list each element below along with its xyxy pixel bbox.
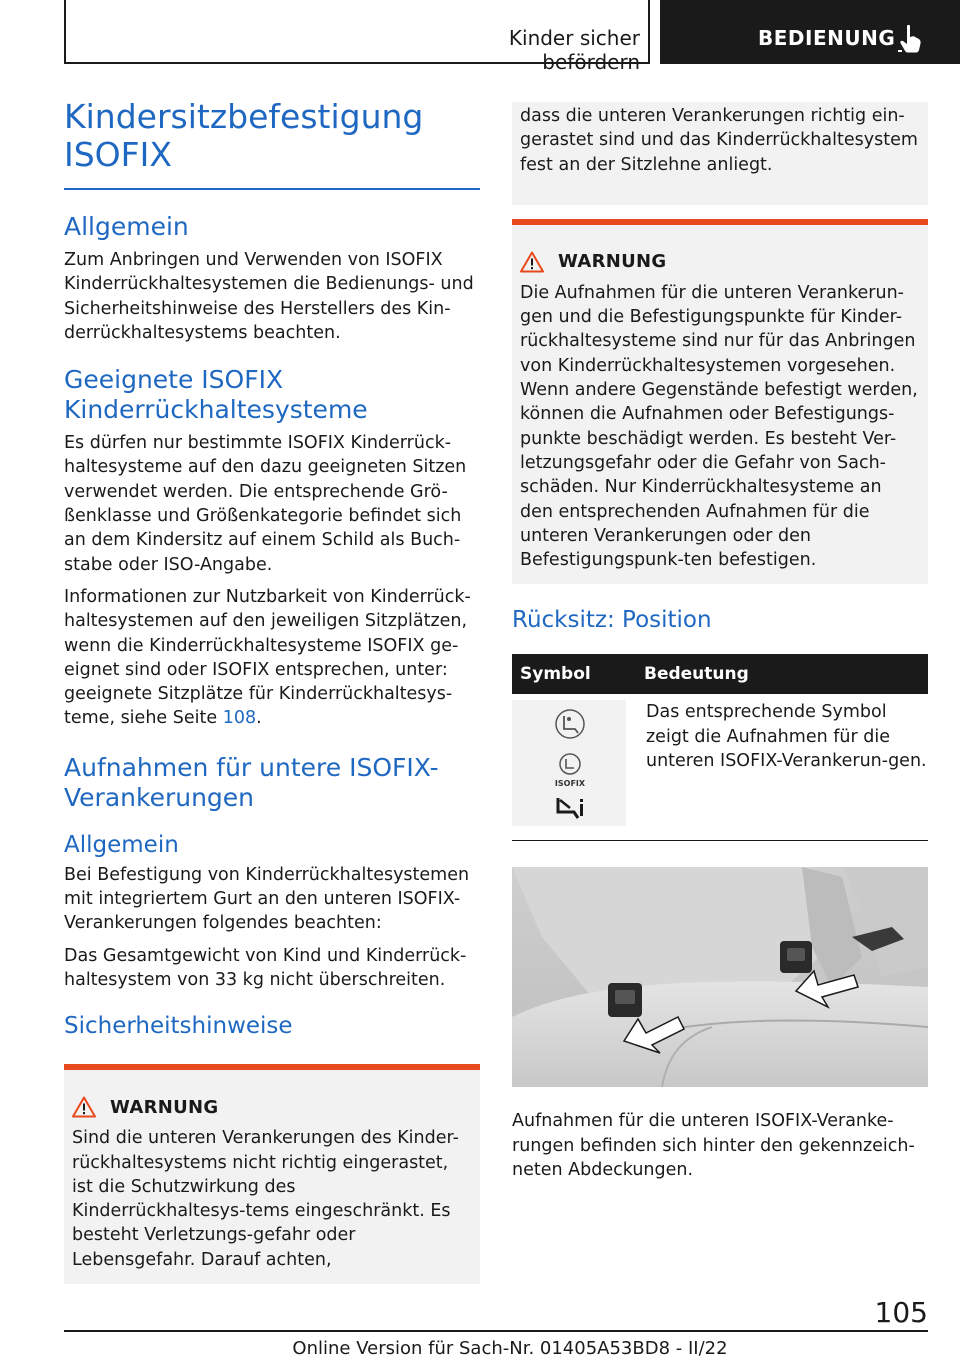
warning-text-1-continued: dass die unteren Verankerungen richtig ein-gerastet sind und das Kinderrückhaltesystem fest an der Sitzlehne anliegt. (520, 106, 918, 175)
heading-rear-seat-position: Rücksitz: Position (512, 607, 712, 634)
page-number: 105 (874, 1296, 928, 1329)
warning-label-1: WARNUNG (110, 1096, 219, 1118)
isofix-logo-icon (555, 754, 586, 788)
anchor-text-2: Das Gesamtgewicht von Kind und Kinderrück-haltesystem von 33 kg nicht überschreiten. (64, 945, 467, 990)
symbol-cell-wrap (512, 694, 636, 826)
info-text-end: . (256, 708, 262, 729)
heading-safety: Sicherheitshinweise (64, 1013, 293, 1040)
isofix-child-seat-icon (556, 710, 584, 738)
header-left-rule (64, 0, 66, 64)
warning-triangle-icon (72, 1096, 96, 1118)
symbol-cell (512, 700, 626, 826)
header-section-title: Kinder sicher befördern (508, 26, 640, 74)
header-chapter-label: BEDIENUNG (758, 26, 896, 50)
heading-suitable-systems: Geeignete ISOFIX Kinderrückhaltesysteme (64, 365, 368, 425)
header-chapter-tab[interactable] (660, 0, 960, 64)
warning-box-1-continued (512, 102, 928, 205)
column-header-meaning: Bedeutung (636, 654, 928, 694)
symbol-table-header (512, 654, 928, 694)
right-column (512, 98, 928, 1182)
symbol-table (512, 654, 928, 826)
isofix-anchor-photo (512, 867, 928, 1087)
warning-label-2: WARNUNG (558, 251, 667, 273)
symbol-description-cell (636, 694, 928, 826)
footer-online-version: Online Version für Sach-Nr. 01405A53BD8 - II/22 (292, 1338, 728, 1359)
general-text: Zum Anbringen und Verwenden von ISOFIX Kinderrückhaltesystemen die Bedienungs- und Sicherheitshinweise des Herstellers des Kin-derrückhaltesystems beachten. (64, 250, 474, 343)
table-row (512, 694, 928, 826)
warning-box-2 (512, 219, 928, 585)
section-divider (512, 840, 928, 841)
footer-rule (64, 1330, 928, 1332)
suitable-text: Es dürfen nur bestimmte ISOFIX Kinderrück-haltesysteme auf den dazu geeigneten Sitzen verwendet werden. Die entsprechende Grö-ßenklasse und Größenkategorie befindet sich an dem Kindersitz auf einem Schild als Buch-stabe oder ISO-Angabe. (64, 433, 467, 575)
warning-header-1 (72, 1096, 472, 1118)
warning-text-2: Die Aufnahmen für die unteren Verankerun-gen und die Befestigungspunkte für Kinder-rückhaltesysteme sind nur für das Anbringen von Kinderrückhaltesystemen vorgesehen. Wenn andere Gegenstände befestigt werden, können die Aufnahmen oder Befestigungs-punkte beschädigt werden. Es besteht Ver-letzungsgefahr oder die Gefahr von Sach-schäden. Nur Kinderrückhaltesysteme an den entsprechenden Aufnahmen für die unteren Verankerungen oder den Befestigungspunk-ten befestigen. (520, 282, 918, 571)
warning-text-1: Sind die unteren Verankerungen des Kinder-rückhaltesystems nicht richtig eingerastet, ist die Schutzwirkung des Kinderrückhaltesys-tems eingeschränkt. Es besteht Verletzungs-gefahr oder Lebensgefahr. Darauf achten, (72, 1128, 459, 1270)
symbol-description: Das entsprechende Symbol zeigt die Aufnahmen für die unteren ISOFIX-Verankerun-gen. (646, 702, 927, 772)
isofix-seat-info-icon (558, 798, 583, 818)
warning-header-2 (520, 251, 920, 273)
warning-box-1 (64, 1064, 480, 1284)
heading-anchor-general: Allgemein (64, 831, 179, 858)
pointing-hand-icon (896, 24, 924, 54)
page-title: Kindersitzbefestigung ISOFIX (64, 97, 424, 174)
heading-general: Allgemein (64, 212, 189, 241)
photo-caption: Aufnahmen für die unteren ISOFIX-Veranke-rungen befinden sich hinter den gekennzeich-neten Abdeckungen. (512, 1111, 915, 1181)
left-column (64, 98, 480, 1284)
column-header-symbol: Symbol (512, 654, 636, 694)
info-text (64, 585, 480, 731)
warning-triangle-icon (520, 251, 544, 273)
header-mid-rule (648, 0, 650, 64)
info-text-main: Informationen zur Nutzbarkeit von Kinderrück-haltesystemen auf den jeweiligen Sitzplätzen, wenn die Kinderrückhaltesysteme ISOFIX ge-eignet sind oder ISOFIX entsprechen, unter: geeignete Sitzplätze für Kinderrückhaltesys-teme, siehe Seite (64, 586, 471, 729)
svg-text:ISOFIX: ISOFIX (554, 779, 586, 789)
heading-lower-anchors: Aufnahmen für untere ISOFIX-Verankerungen (64, 752, 439, 812)
anchor-text-1: Bei Befestigung von Kinderrückhaltesystemen mit integriertem Gurt an den unteren ISOFIX-Verankerungen folgendes beachten: (64, 864, 470, 934)
page-link-108[interactable]: 108 (222, 708, 257, 729)
title-rule (64, 188, 480, 190)
isofix-symbols-icon (512, 700, 626, 826)
